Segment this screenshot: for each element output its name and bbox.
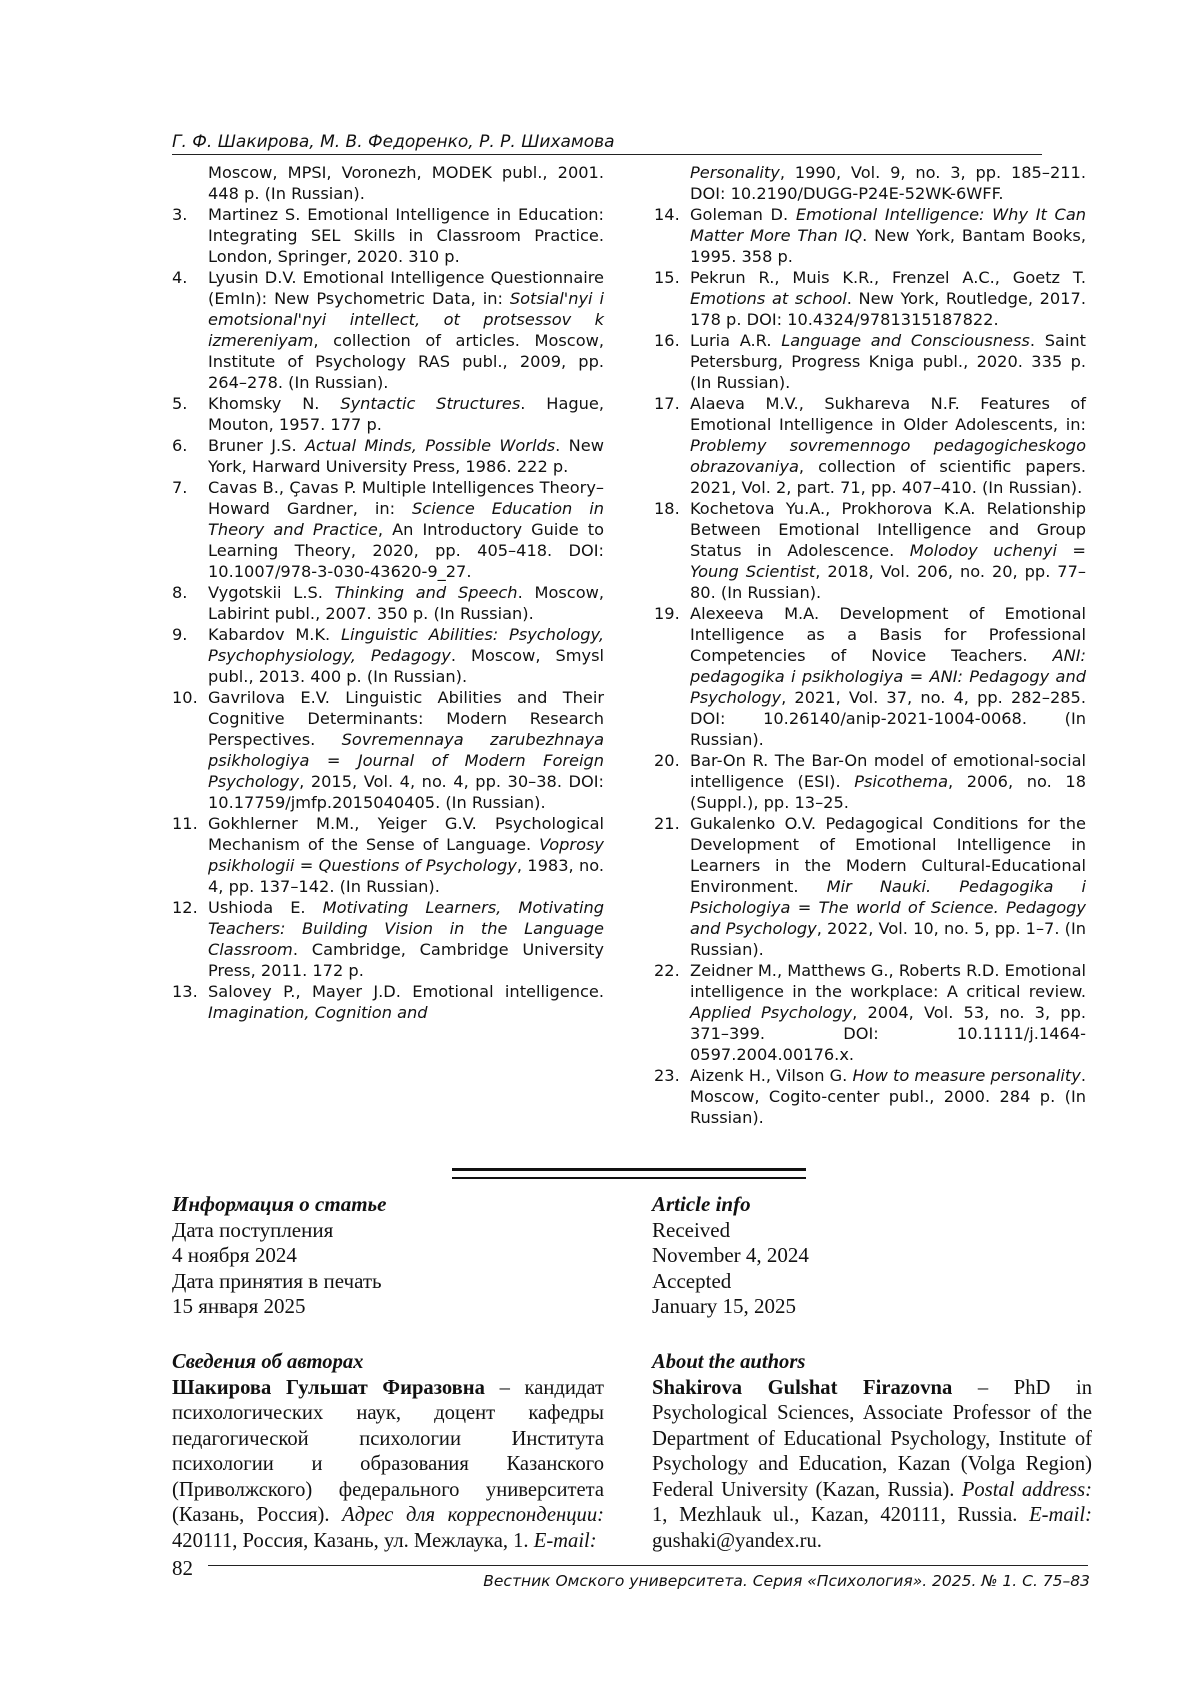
reference-segment: . Moscow, Cogito-center publ., 2000. 284 p. (In Russian). <box>690 1066 1086 1127</box>
reference-text <box>208 204 604 267</box>
reference-number: 9. <box>172 625 188 644</box>
reference-title: How to measure personality <box>852 1066 1081 1085</box>
reference-segment: . Moscow, Labirint publ., 2007. 350 p. (In Russian). <box>208 583 604 623</box>
journal-footer: Вестник Омского университета. Серия «Психология». 2025. № 1. С. 75–83 <box>483 1572 1090 1590</box>
reference-segment: Ushioda E. <box>208 898 323 917</box>
reference-title: Language and Consciousness <box>781 331 1030 350</box>
reference-title: Thinking and Speech <box>334 583 518 602</box>
reference-number: 23. <box>654 1066 680 1085</box>
accepted-date: January 15, 2025 <box>652 1294 797 1318</box>
reference-segment: Goleman D. <box>690 205 796 224</box>
reference-item <box>172 813 604 897</box>
reference-title: Science Education in Theory and Practice <box>208 499 605 539</box>
reference-segment: Luria A.R. <box>690 331 782 350</box>
reference-number: 13. <box>172 982 198 1001</box>
reference-segment: , collection of scientific papers. 2021, Vol. 2, part. 71, pp. 407–410. (In Russian). <box>690 457 1086 497</box>
reference-item <box>654 498 1086 603</box>
reference-number: 8. <box>172 583 188 602</box>
reference-segment: Kochetova Yu.A., Prokhorova K.A. Relationship Between Emotional Intelligence and Group Status in Adolescence. <box>690 499 1086 560</box>
reference-segment: Martinez S. Emotional Intelligence in Education: Integrating SEL Skills in Classroom Practice. London, Springer, 2020. 310 p. <box>208 205 604 266</box>
reference-title: Sotsial'nyi i emotsional'nyi intellect, ot protsessov k izmereniyam <box>208 289 604 350</box>
reference-number: 17. <box>654 394 680 413</box>
reference-item <box>654 393 1086 498</box>
article-info-en <box>652 1192 1092 1320</box>
reference-item <box>172 624 604 687</box>
reference-item <box>654 267 1086 330</box>
reference-title: Psicothema <box>854 772 948 791</box>
reference-segment: Cavas B., Çavas P. Multiple Intelligences Theory–Howard Gardner, in: <box>208 478 604 518</box>
reference-item <box>654 603 1086 750</box>
reference-item <box>654 162 1086 204</box>
references-right-column <box>654 162 1086 1128</box>
references-left-column <box>172 162 604 1023</box>
reference-item <box>172 204 604 267</box>
reference-number: 16. <box>654 331 680 350</box>
reference-title: Actual Minds, Possible Worlds <box>304 436 556 455</box>
reference-item <box>172 162 604 204</box>
reference-text <box>208 981 604 1023</box>
received-date: November 4, 2024 <box>652 1243 809 1267</box>
reference-segment: Aizenk H., Vilson G. <box>690 1066 853 1085</box>
reference-item <box>172 435 604 477</box>
reference-number: 15. <box>654 268 680 287</box>
section-divider <box>452 1168 806 1179</box>
reference-segment: Khomsky N. <box>208 394 341 413</box>
reference-item <box>172 267 604 393</box>
reference-title: Personality <box>690 163 780 182</box>
reference-title: Voprosy psikhologii = Questions of Psychology <box>208 835 604 875</box>
article-info-ru <box>172 1192 604 1320</box>
reference-segment: Alexeeva M.A. Development of Emotional Intelligence as a Basis for Professional Competencies of Novice Teachers. <box>690 604 1086 665</box>
reference-segment: . Moscow, Smysl publ., 2013. 400 p. (In Russian). <box>208 646 604 686</box>
reference-title: Emotional Intelligence: Why It Can Matter More Than IQ <box>690 205 1086 245</box>
reference-segment: , 1990, Vol. 9, no. 3, pp. 185–211. DOI: 10.2190/DUGG-P24E-52WK-6WFF. <box>690 163 1086 203</box>
reference-text <box>208 477 604 582</box>
reference-number: 20. <box>654 751 680 770</box>
reference-segment: , 2018, Vol. 206, no. 20, pp. 77–80. (In Russian). <box>690 562 1086 602</box>
about-authors-ru <box>172 1350 604 1554</box>
about-authors-en <box>652 1350 1092 1554</box>
header-authors: Г. Ф. Шакирова, М. В. Федоренко, Р. Р. Шихамова <box>172 132 615 152</box>
reference-item <box>172 897 604 981</box>
reference-segment: , 1983, no. 4, pp. 137–142. (In Russian). <box>208 856 604 896</box>
reference-number: 5. <box>172 394 188 413</box>
reference-segment: . New York, Bantam Books, 1995. 358 p. <box>690 226 1086 266</box>
reference-segment: Gukalenko O.V. Pedagogical Conditions for the Development of Emotional Intelligence in Learners in the Modern Cultural-Educational Environment. <box>690 814 1086 896</box>
received-label: Received <box>652 1217 731 1242</box>
reference-item <box>172 981 604 1023</box>
address-label: Адрес для корреспонденции: <box>342 1504 604 1526</box>
reference-text <box>690 960 1086 1065</box>
reference-segment: , 2022, Vol. 10, no. 5, pp. 1–7. (In Russian). <box>690 919 1086 959</box>
reference-text <box>208 897 604 981</box>
reference-title: Applied Psychology <box>690 1003 853 1022</box>
reference-number: 21. <box>654 814 680 833</box>
accepted-label: Дата принятия в печать <box>172 1268 382 1293</box>
reference-segment: , collection of articles. Moscow, Institute of Psychology RAS publ., 2009, pp. 264–278. (In Russian). <box>208 331 604 392</box>
footer-rule <box>208 1565 1088 1566</box>
email-label: E-mail: <box>533 1529 597 1552</box>
reference-segment: . New York, Harward University Press, 1986. 222 p. <box>208 436 604 476</box>
reference-segment: , 2004, Vol. 53, no. 3, pp. 371–399. DOI: 10.1111/j.1464-0597.2004.00176.x. <box>690 1003 1086 1064</box>
about-authors-heading: Сведения об авторах <box>172 1351 364 1373</box>
reference-text <box>208 267 604 393</box>
reference-number: 12. <box>172 898 198 917</box>
reference-text <box>690 204 1086 267</box>
reference-title: Mir Nauki. Pedagogika i Psichologiya = The world of Science. Pedagogy and Psychology <box>690 877 1086 938</box>
reference-title: Syntactic Structures <box>340 394 521 413</box>
reference-number: 4. <box>172 268 188 287</box>
author-bio <box>652 1376 1092 1555</box>
reference-text <box>208 435 604 477</box>
reference-item <box>654 960 1086 1065</box>
about-authors-heading: About the authors <box>652 1351 806 1373</box>
reference-item <box>172 582 604 624</box>
reference-text <box>690 498 1086 603</box>
accepted-label: Accepted <box>652 1268 732 1293</box>
reference-item <box>172 393 604 435</box>
reference-text <box>690 162 1086 204</box>
reference-segment: Bar-On R. The Bar-On model of emotional-social intelligence (ESI). <box>690 751 1086 791</box>
reference-number: 3. <box>172 205 188 224</box>
reference-segment: , 2021, Vol. 37, no. 4, pp. 282–285. DOI: 10.26140/anip-2021-1004-0068. (In Russian). <box>690 688 1086 749</box>
reference-number: 14. <box>654 205 680 224</box>
reference-segment: Kabardov M.K. <box>208 625 341 644</box>
reference-number: 10. <box>172 688 198 707</box>
reference-text <box>690 813 1086 960</box>
reference-item <box>654 813 1086 960</box>
reference-segment: , 2015, Vol. 4, no. 4, pp. 30–38. DOI: 10.17759/jmfp.2015040405. (In Russian). <box>208 772 604 812</box>
running-header <box>172 132 1042 155</box>
reference-text <box>690 267 1086 330</box>
reference-text <box>208 624 604 687</box>
reference-item <box>654 330 1086 393</box>
article-info-heading: Article info <box>652 1192 751 1216</box>
reference-text <box>690 330 1086 393</box>
reference-segment: Pekrun R., Muis K.R., Frenzel A.C., Goetz T. <box>690 268 1086 287</box>
reference-text <box>690 393 1086 498</box>
reference-segment: . Saint Petersburg, Progress Kniga publ., 2020. 335 p. (In Russian). <box>690 331 1086 392</box>
reference-segment: Salovey P., Mayer J.D. Emotional intelligence. <box>208 982 604 1001</box>
reference-title: Sovremennaya zarubezhnaya psikhologiya = Journal of Modern Foreign Psychology <box>208 730 604 791</box>
reference-title: Motivating Learners, Motivating Teachers: Building Vision in the Language Classroom <box>208 898 604 959</box>
reference-title: Problemy sovremennogo pedagogicheskogo obrazovaniya <box>690 436 1086 476</box>
reference-segment: Zeidner M., Matthews G., Roberts R.D. Emotional intelligence in the workplace: A critical review. <box>690 961 1086 1001</box>
received-date: 4 ноября 2024 <box>172 1243 297 1267</box>
reference-segment: . Hague, Mouton, 1957. 177 p. <box>208 394 605 434</box>
author-bio-text: – кандидат психологических наук, доцент кафедры педагогической психологии Института психологии и образования Казанского (Приволжского) федерального университета (Казань, Россия). <box>172 1376 604 1526</box>
reference-number: 6. <box>172 436 188 455</box>
reference-item <box>654 1065 1086 1128</box>
address-text: 420111, Россия, Казань, ул. Межлаука, 1. <box>172 1529 534 1552</box>
reference-title: ANI: pedagogika i psikhologiya = ANI: Pedagogy and Psychology <box>690 646 1086 707</box>
author-bio-text: – PhD in Psychological Sciences, Associate Professor of the Department of Educational Psychology, Institute of Psychology and Education, Kazan (Volga Region) Federal University (Kazan, Russia). <box>652 1376 1093 1501</box>
email-address[interactable]: gushaki@yandex.ru. <box>652 1529 822 1552</box>
reference-number: 19. <box>654 604 680 623</box>
reference-text <box>690 1065 1086 1128</box>
reference-item <box>172 477 604 582</box>
reference-list-left <box>172 162 604 1023</box>
reference-text <box>208 813 604 897</box>
reference-number: 7. <box>172 478 188 497</box>
reference-title: Linguistic Abilities: Psychology, Psychophysiology, Pedagogy <box>208 625 604 665</box>
reference-segment: , 2006, no. 18 (Suppl.), pp. 13–25. <box>690 772 1086 812</box>
author-bio <box>172 1376 604 1555</box>
reference-segment: Alaeva M.V., Sukhareva N.F. Features of Emotional Intelligence in Older Adolescents, in: <box>690 394 1086 434</box>
author-name: Shakirova Gulshat Firazovna <box>652 1376 953 1399</box>
reference-number: 22. <box>654 961 680 980</box>
reference-item <box>654 750 1086 813</box>
reference-segment: , An Introductory Guide to Learning Theory, 2020, pp. 405–418. DOI: 10.1007/978-3-030-43620-9_27. <box>208 520 604 581</box>
address-label: Postal address: <box>961 1478 1093 1501</box>
reference-segment: Vygotskii L.S. <box>208 583 335 602</box>
reference-text <box>208 687 604 813</box>
author-name: Шакирова Гульшат Фиразовна <box>172 1376 485 1399</box>
email-label: E-mail: <box>1029 1504 1092 1526</box>
reference-title: Imagination, Cognition and <box>208 1003 428 1022</box>
reference-segment: Gokhlerner M.M., Yeiger G.V. Psychological Mechanism of the Sense of Language. <box>208 814 604 854</box>
reference-text <box>208 582 604 624</box>
reference-text <box>208 162 604 204</box>
reference-segment: Moscow, MPSI, Voronezh, MODEK publ., 2001. 448 p. (In Russian). <box>208 163 604 203</box>
reference-segment: Gavrilova E.V. Linguistic Abilities and Their Cognitive Determinants: Modern Research Perspectives. <box>208 688 604 749</box>
page-number: 82 <box>172 1556 193 1580</box>
article-info-heading: Информация о статье <box>172 1192 387 1216</box>
reference-number: 11. <box>172 814 198 833</box>
reference-item <box>172 687 604 813</box>
received-label: Дата поступления <box>172 1217 334 1242</box>
reference-segment: Lyusin D.V. Emotional Intelligence Questionnaire (EmIn): New Psychometric Data, in: <box>208 268 604 308</box>
accepted-date: 15 января 2025 <box>172 1294 306 1318</box>
reference-text <box>690 603 1086 750</box>
reference-text <box>690 750 1086 813</box>
reference-segment: Bruner J.S. <box>208 436 305 455</box>
reference-number: 18. <box>654 499 680 518</box>
reference-title: Molodoy uchenyi = Young Scientist <box>690 541 1086 581</box>
reference-segment: . Cambridge, Cambridge University Press, 2011. 172 p. <box>208 940 604 980</box>
address-text: 1, Mezhlauk ul., Kazan, 420111, Russia. <box>652 1504 1030 1526</box>
reference-list-right <box>654 162 1086 1128</box>
reference-item <box>654 204 1086 267</box>
reference-text <box>208 393 604 435</box>
reference-segment: . New York, Routledge, 2017. 178 p. DOI: 10.4324/9781315187822. <box>690 289 1086 329</box>
reference-title: Emotions at school <box>690 289 847 308</box>
